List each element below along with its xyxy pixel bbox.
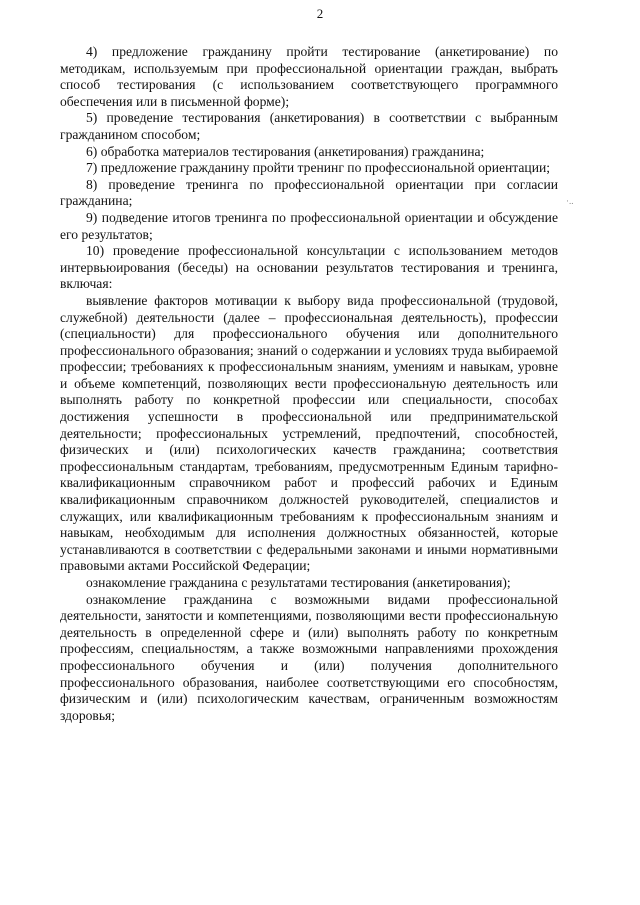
document-body — [60, 44, 558, 724]
paragraph-item-6: 6) обработка материалов тестирования (анкетирования) гражданина; — [86, 143, 485, 159]
page-number: 2 — [316, 6, 324, 21]
paragraph-possible-activities: ознакомление гражданина с возможными видами профессиональной деятельности, занятости и компетенциями, позволяющими вести профессиональную деятельность в определенной сфере и (или) выполнять работу по конкретным профессиям, специальностям, а также возможными направлениями прохождения профессионального обучения и (или) получения дополнительного профессионального образования, наиболее соответствующими его способностям, физическим и (или) психологическим качествам, ограниченным возможностям здоровья; — [60, 591, 558, 723]
paragraph-item-9: 9) подведение итогов тренинга по профессиональной ориентации и обсуждение его результатов; — [60, 209, 558, 242]
margin-mark: ·.. — [566, 196, 574, 206]
paragraph-item-8: 8) проведение тренинга по профессиональной ориентации при согласии гражданина; — [60, 176, 558, 209]
paragraph-motivation-factors: выявление факторов мотивации к выбору вида профессиональной (трудовой, служебной) деятельности (далее – профессиональная деятельность), профессии (специальности) для профессионального обучения или дополнительного профессионального образования; знаний о содержании и условиях труда выбираемой профессии; требованиях к профессиональным знаниям, умениям и навыкам, уровне и объеме компетенций, позволяющих вести профессиональную деятельность или выполнять работу по конкретной профессии или специальности, способах достижения успешности в профессиональной или предпринимательской деятельности; профессиональных устремлений, предпочтений, способностей, физических и (или) психологических качеств гражданина; соответствия профессиональным стандартам, требованиям, предусмотренным Единым тарифно-квалификационным справочником работ и профессий рабочих и Единым квалификационным справочником должностей руководителей, специалистов и служащих, или квалификационным требованиям к профессиональным знаниям и навыкам, необходимым для исполнения должностных обязанностей, которые устанавливаются в соответствии с федеральными законами и иными нормативными правовыми актами Российской Федерации; — [60, 292, 558, 574]
paragraph-test-results: ознакомление гражданина с результатами тестирования (анкетирования); — [86, 575, 511, 590]
paragraph-item-5: 5) проведение тестирования (анкетирования) в соответствии с выбранным гражданином способом; — [60, 110, 558, 142]
paragraph-item-4: 4) предложение гражданину пройти тестирование (анкетирование) по методикам, используемым при профессиональной ориентации граждан, выбрать способ тестирования (с использованием соответствующего программного обеспечения или в письменной форме); — [60, 44, 558, 109]
paragraph-item-10: 10) проведение профессиональной консультации с использованием методов интервьюирования (беседы) на основании результатов тестирования и тренинга, включая: — [60, 243, 558, 292]
paragraph-item-7: 7) предложение гражданину пройти тренинг по профессиональной ориентации; — [86, 160, 551, 176]
